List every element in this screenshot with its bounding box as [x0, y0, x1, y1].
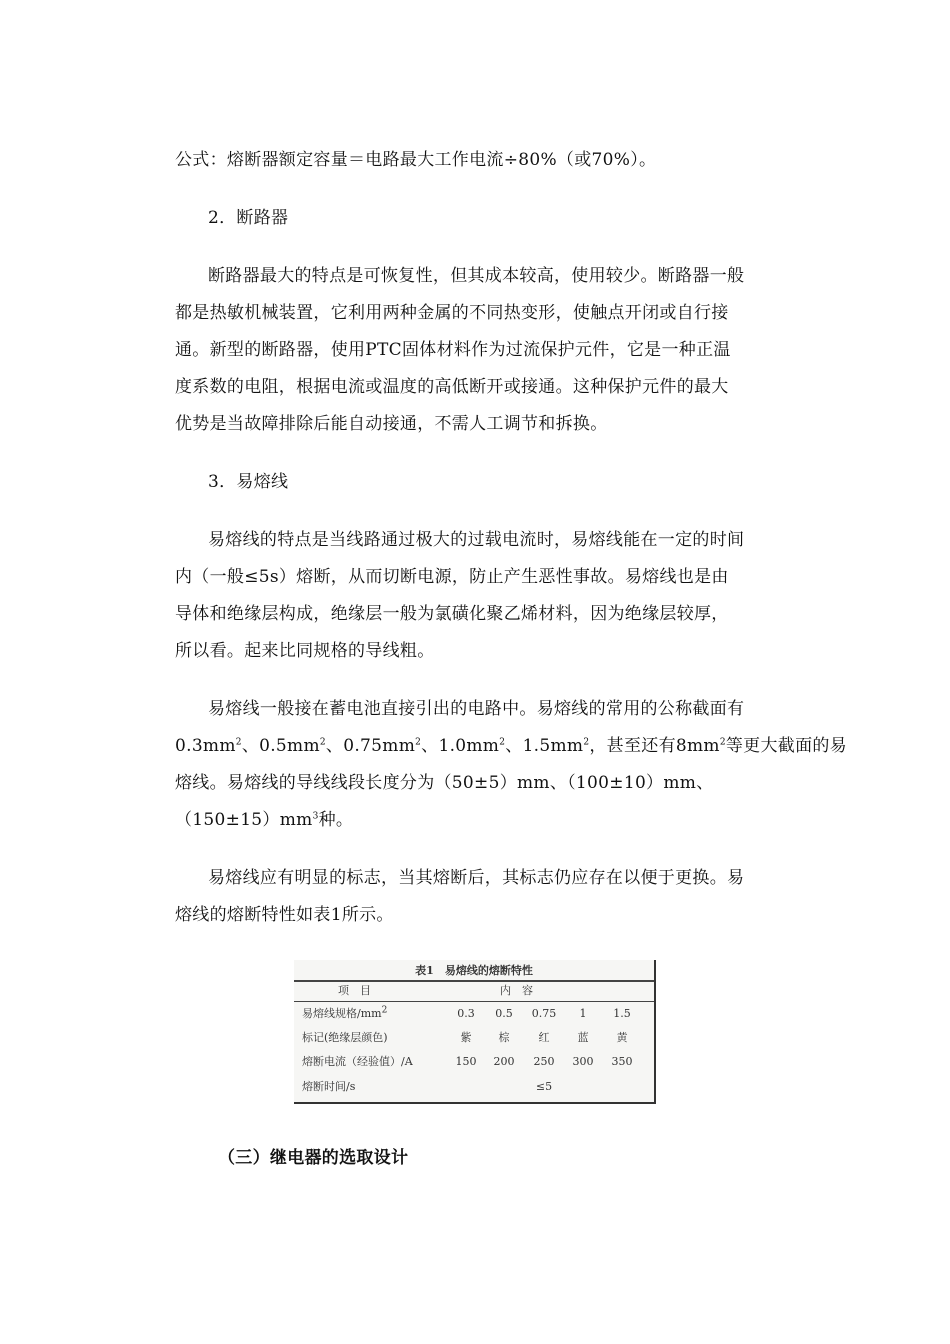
superscript: 2: [719, 737, 726, 748]
heading-circuit-breaker: 2．断路器: [208, 208, 289, 228]
table-header-item: 项 目: [338, 984, 371, 997]
text-run: 、0.5mm: [241, 736, 320, 756]
paragraph-line: 易熔线的特点是当线路通过极大的过载电流时，易熔线能在一定的时间: [208, 530, 745, 550]
text-run: 种。: [318, 810, 354, 830]
superscript: 2: [415, 737, 422, 748]
paragraph-line-sizes: [175, 734, 847, 758]
fuse-characteristics-table: [294, 960, 656, 1104]
paragraph-line: 易熔线一般接在蓄电池直接引出的电路中。易熔线的常用的公称截面有: [208, 699, 745, 719]
text-run: 0.3mm: [175, 736, 236, 756]
table-cell: 0.5: [495, 1007, 513, 1020]
text-run: 等更大截面的易: [725, 736, 847, 756]
table-cell: 0.3: [457, 1007, 475, 1020]
table-title: 表1 易熔线的熔断特性: [415, 964, 533, 977]
text-run: ，甚至还有8mm: [589, 736, 720, 756]
table-cell: 350: [611, 1055, 633, 1068]
superscript: 2: [381, 1005, 388, 1016]
table-row-label: 熔断时间/s: [302, 1080, 356, 1093]
table-cell: 0.75: [531, 1007, 557, 1020]
paragraph-line: 都是热敏机械装置，它利用两种金属的不同热变形，使触点开闭或自行接: [175, 303, 729, 323]
paragraph-line: 内（一般≤5s）熔断，从而切断电源，防止产生恶性事故。易熔线也是由: [175, 567, 729, 587]
superscript: 2: [235, 737, 242, 748]
paragraph-line: 导体和绝缘层构成，绝缘层一般为氯磺化聚乙烯材料，因为绝缘层较厚，: [175, 604, 729, 624]
table-cell: 黄: [616, 1031, 628, 1044]
table-cell: 红: [538, 1031, 550, 1044]
table-cell: 250: [533, 1055, 555, 1068]
paragraph-line: 熔线的熔断特性如表1所示。: [175, 905, 394, 925]
table-cell: 紫: [460, 1031, 472, 1044]
paragraph-line: 熔线。易熔线的导线线段长度分为（50±5）mm、（100±10）mm、: [175, 773, 714, 793]
paragraph-line: [175, 808, 353, 832]
paragraph-line: 断路器最大的特点是可恢复性，但其成本较高，使用较少。断路器一般: [208, 266, 745, 286]
paragraph-line: 优势是当故障排除后能自动接通，不需人工调节和拆换。: [175, 414, 608, 434]
paragraph-line: 度系数的电阻，根据电流或温度的高低断开或接通。这种保护元件的最大: [175, 377, 729, 397]
table-cell: 200: [493, 1055, 515, 1068]
formula-line: 公式：熔断器额定容量＝电路最大工作电流÷80%（或70%）。: [175, 150, 657, 170]
paragraph-line: 通。新型的断路器，使用PTC固体材料作为过流保护元件，它是一种正温: [175, 340, 731, 360]
table-cell: 棕: [498, 1031, 510, 1044]
text-run: 、1.0mm: [421, 736, 500, 756]
table-row-label: 熔断电流（经验值）/A: [302, 1055, 413, 1068]
section-heading-relay: （三）继电器的选取设计: [218, 1148, 409, 1168]
table-rule: [294, 1001, 654, 1002]
text-run: 、0.75mm: [325, 736, 416, 756]
superscript: 3: [312, 811, 319, 822]
text-run: （150±15）mm: [175, 810, 313, 830]
table-cell: 300: [572, 1055, 594, 1068]
table-rule: [294, 980, 654, 982]
table-cell: ≤5: [535, 1080, 553, 1093]
table-cell: 150: [455, 1055, 477, 1068]
text-run: 、1.5mm: [505, 736, 584, 756]
superscript: 2: [499, 737, 506, 748]
paragraph-line: 易熔线应有明显的标志，当其熔断后，其标志仍应存在以便于更换。易: [208, 868, 745, 888]
table-row-label-text: 易熔线规格/mm: [302, 1007, 382, 1020]
superscript: 2: [319, 737, 326, 748]
superscript: 2: [583, 737, 590, 748]
table-header-content: 内 容: [500, 984, 533, 997]
table-row-label: 标记(绝缘层颜色): [302, 1031, 388, 1044]
table-cell: 蓝: [577, 1031, 589, 1044]
heading-fusible-link: 3．易熔线: [208, 472, 289, 492]
table-cell: 1.5: [613, 1007, 631, 1020]
table-row-label: [302, 1007, 387, 1021]
paragraph-line: 所以看。起来比同规格的导线粗。: [175, 641, 435, 661]
table-cell: 1: [579, 1007, 587, 1020]
